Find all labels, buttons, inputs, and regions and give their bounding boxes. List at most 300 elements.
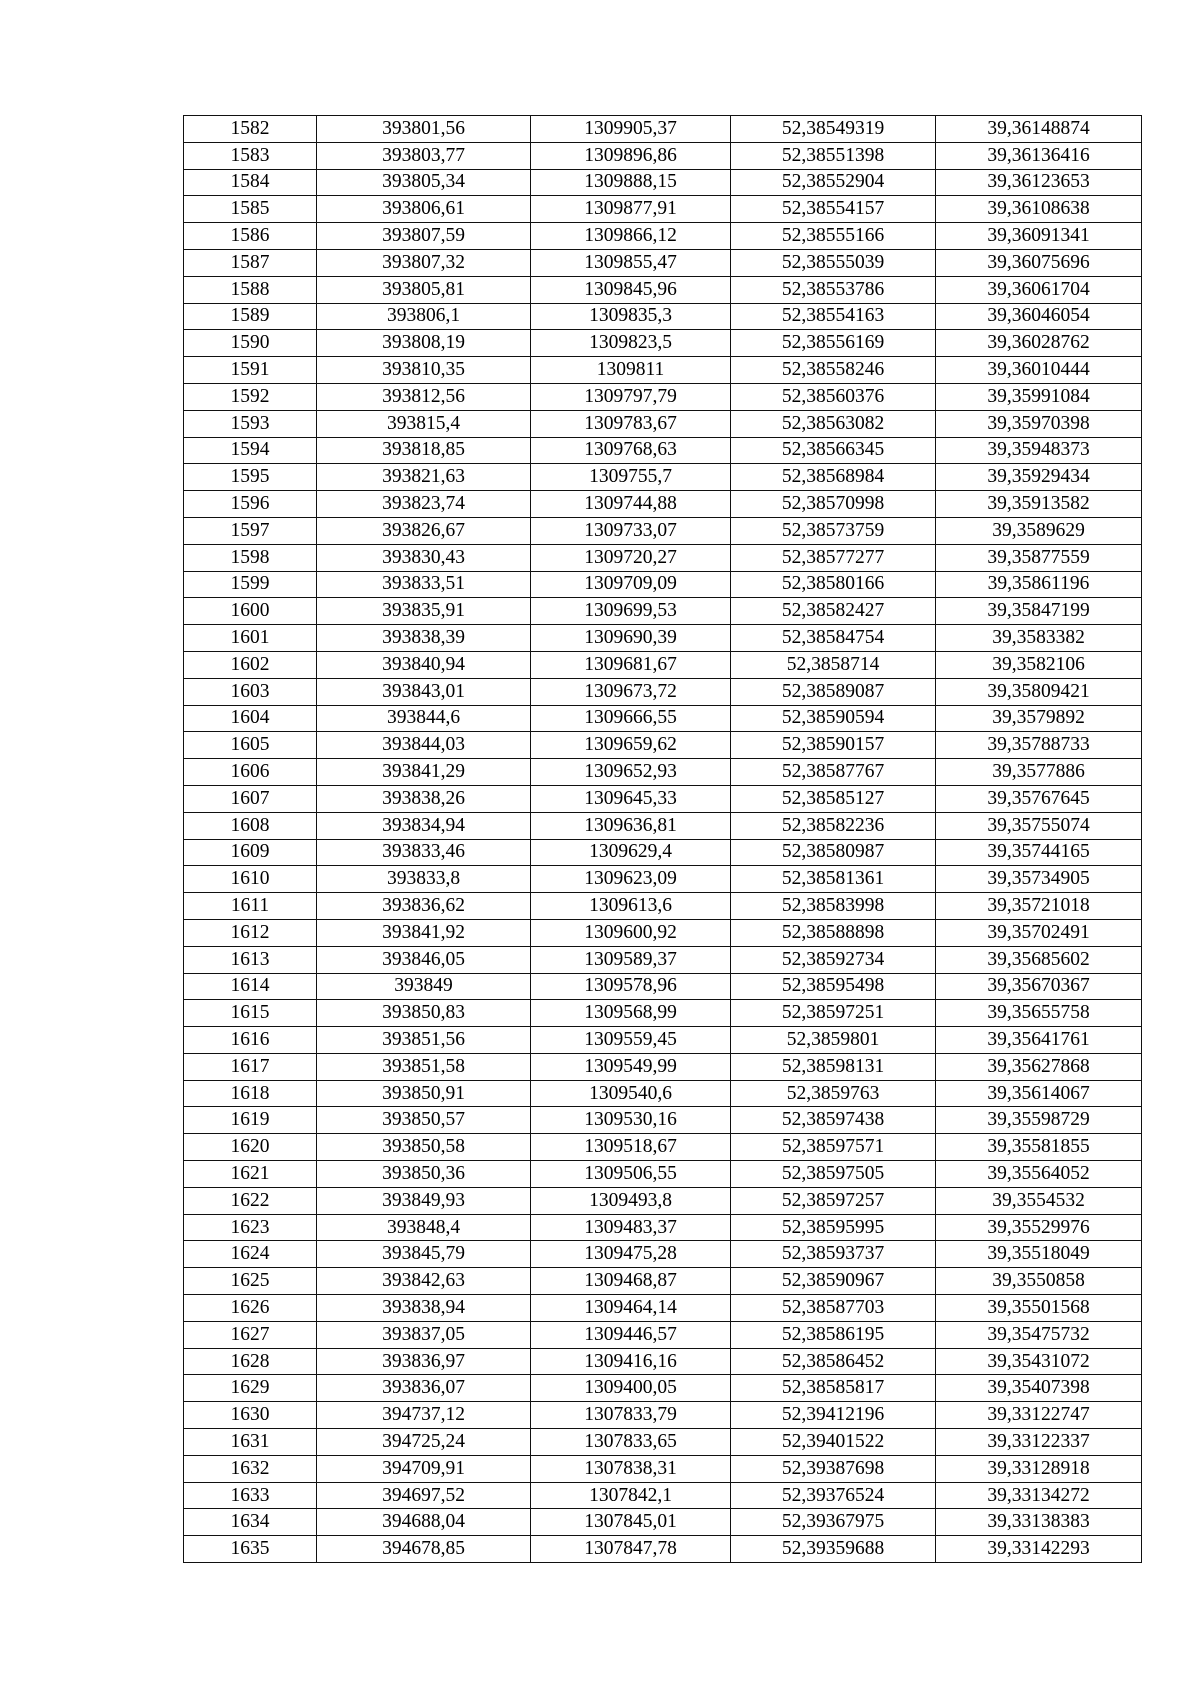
y-coordinate-cell: 1307842,1 xyxy=(531,1482,731,1509)
table-row xyxy=(184,1107,1142,1134)
x-coordinate-cell: 393834,94 xyxy=(317,812,531,839)
x-coordinate-cell: 393843,01 xyxy=(317,678,531,705)
table-row xyxy=(184,196,1142,223)
longitude-cell: 39,35702491 xyxy=(936,919,1142,946)
point-number-cell: 1598 xyxy=(184,544,317,571)
longitude-cell: 39,35431072 xyxy=(936,1348,1142,1375)
longitude-cell: 39,35685602 xyxy=(936,946,1142,973)
latitude-cell: 52,39401522 xyxy=(731,1429,936,1456)
point-number-cell: 1626 xyxy=(184,1295,317,1322)
y-coordinate-cell: 1307833,65 xyxy=(531,1429,731,1456)
point-number-cell: 1621 xyxy=(184,1161,317,1188)
table-row xyxy=(184,1134,1142,1161)
latitude-cell: 52,38597505 xyxy=(731,1161,936,1188)
table-row xyxy=(184,893,1142,920)
latitude-cell: 52,39387698 xyxy=(731,1455,936,1482)
longitude-cell: 39,35767645 xyxy=(936,785,1142,812)
table-row xyxy=(184,785,1142,812)
table-row xyxy=(184,839,1142,866)
x-coordinate-cell: 393803,77 xyxy=(317,142,531,169)
point-number-cell: 1619 xyxy=(184,1107,317,1134)
y-coordinate-cell: 1309720,27 xyxy=(531,544,731,571)
point-number-cell: 1606 xyxy=(184,759,317,786)
x-coordinate-cell: 393807,59 xyxy=(317,223,531,250)
x-coordinate-cell: 393838,94 xyxy=(317,1295,531,1322)
point-number-cell: 1592 xyxy=(184,383,317,410)
x-coordinate-cell: 393838,39 xyxy=(317,625,531,652)
longitude-cell: 39,35475732 xyxy=(936,1321,1142,1348)
point-number-cell: 1617 xyxy=(184,1053,317,1080)
latitude-cell: 52,38554163 xyxy=(731,303,936,330)
latitude-cell: 52,38587703 xyxy=(731,1295,936,1322)
longitude-cell: 39,35598729 xyxy=(936,1107,1142,1134)
longitude-cell: 39,35991084 xyxy=(936,383,1142,410)
x-coordinate-cell: 393845,79 xyxy=(317,1241,531,1268)
y-coordinate-cell: 1309845,96 xyxy=(531,276,731,303)
latitude-cell: 52,38597257 xyxy=(731,1187,936,1214)
y-coordinate-cell: 1309733,07 xyxy=(531,517,731,544)
table-row xyxy=(184,1187,1142,1214)
longitude-cell: 39,36028762 xyxy=(936,330,1142,357)
x-coordinate-cell: 393840,94 xyxy=(317,651,531,678)
y-coordinate-cell: 1309866,12 xyxy=(531,223,731,250)
y-coordinate-cell: 1309446,57 xyxy=(531,1321,731,1348)
y-coordinate-cell: 1309589,37 xyxy=(531,946,731,973)
point-number-cell: 1631 xyxy=(184,1429,317,1456)
point-number-cell: 1597 xyxy=(184,517,317,544)
table-row xyxy=(184,1375,1142,1402)
y-coordinate-cell: 1309681,67 xyxy=(531,651,731,678)
latitude-cell: 52,38592734 xyxy=(731,946,936,973)
point-number-cell: 1611 xyxy=(184,893,317,920)
point-number-cell: 1582 xyxy=(184,116,317,143)
latitude-cell: 52,39359688 xyxy=(731,1536,936,1563)
y-coordinate-cell: 1309400,05 xyxy=(531,1375,731,1402)
table-row xyxy=(184,1402,1142,1429)
y-coordinate-cell: 1309659,62 xyxy=(531,732,731,759)
point-number-cell: 1614 xyxy=(184,973,317,1000)
longitude-cell: 39,3579892 xyxy=(936,705,1142,732)
table-row xyxy=(184,598,1142,625)
x-coordinate-cell: 393833,46 xyxy=(317,839,531,866)
longitude-cell: 39,35518049 xyxy=(936,1241,1142,1268)
latitude-cell: 52,38586195 xyxy=(731,1321,936,1348)
point-number-cell: 1620 xyxy=(184,1134,317,1161)
y-coordinate-cell: 1309855,47 xyxy=(531,249,731,276)
latitude-cell: 52,38563082 xyxy=(731,410,936,437)
table-row xyxy=(184,1053,1142,1080)
longitude-cell: 39,35721018 xyxy=(936,893,1142,920)
latitude-cell: 52,38590967 xyxy=(731,1268,936,1295)
point-number-cell: 1601 xyxy=(184,625,317,652)
point-number-cell: 1610 xyxy=(184,866,317,893)
table-row xyxy=(184,1214,1142,1241)
x-coordinate-cell: 393849,93 xyxy=(317,1187,531,1214)
latitude-cell: 52,38568984 xyxy=(731,464,936,491)
point-number-cell: 1609 xyxy=(184,839,317,866)
x-coordinate-cell: 393841,29 xyxy=(317,759,531,786)
table-row xyxy=(184,464,1142,491)
latitude-cell: 52,38595995 xyxy=(731,1214,936,1241)
point-number-cell: 1602 xyxy=(184,651,317,678)
latitude-cell: 52,38556169 xyxy=(731,330,936,357)
y-coordinate-cell: 1309629,4 xyxy=(531,839,731,866)
point-number-cell: 1586 xyxy=(184,223,317,250)
y-coordinate-cell: 1309888,15 xyxy=(531,169,731,196)
x-coordinate-cell: 394737,12 xyxy=(317,1402,531,1429)
longitude-cell: 39,3583382 xyxy=(936,625,1142,652)
y-coordinate-cell: 1309530,16 xyxy=(531,1107,731,1134)
longitude-cell: 39,35809421 xyxy=(936,678,1142,705)
y-coordinate-cell: 1309549,99 xyxy=(531,1053,731,1080)
longitude-cell: 39,35614067 xyxy=(936,1080,1142,1107)
y-coordinate-cell: 1309636,81 xyxy=(531,812,731,839)
table-row xyxy=(184,571,1142,598)
y-coordinate-cell: 1309811 xyxy=(531,357,731,384)
point-number-cell: 1618 xyxy=(184,1080,317,1107)
x-coordinate-cell: 393849 xyxy=(317,973,531,1000)
y-coordinate-cell: 1309483,37 xyxy=(531,1214,731,1241)
x-coordinate-cell: 393823,74 xyxy=(317,491,531,518)
point-number-cell: 1613 xyxy=(184,946,317,973)
point-number-cell: 1588 xyxy=(184,276,317,303)
table-row xyxy=(184,1268,1142,1295)
y-coordinate-cell: 1309623,09 xyxy=(531,866,731,893)
point-number-cell: 1604 xyxy=(184,705,317,732)
point-number-cell: 1612 xyxy=(184,919,317,946)
x-coordinate-cell: 393851,58 xyxy=(317,1053,531,1080)
y-coordinate-cell: 1309613,6 xyxy=(531,893,731,920)
latitude-cell: 52,38598131 xyxy=(731,1053,936,1080)
point-number-cell: 1634 xyxy=(184,1509,317,1536)
point-number-cell: 1607 xyxy=(184,785,317,812)
longitude-cell: 39,35627868 xyxy=(936,1053,1142,1080)
point-number-cell: 1628 xyxy=(184,1348,317,1375)
point-number-cell: 1587 xyxy=(184,249,317,276)
table-row xyxy=(184,625,1142,652)
y-coordinate-cell: 1309518,67 xyxy=(531,1134,731,1161)
x-coordinate-cell: 394725,24 xyxy=(317,1429,531,1456)
point-number-cell: 1599 xyxy=(184,571,317,598)
latitude-cell: 52,38566345 xyxy=(731,437,936,464)
longitude-cell: 39,3577886 xyxy=(936,759,1142,786)
latitude-cell: 52,38597438 xyxy=(731,1107,936,1134)
table-row xyxy=(184,491,1142,518)
point-number-cell: 1595 xyxy=(184,464,317,491)
x-coordinate-cell: 394709,91 xyxy=(317,1455,531,1482)
table-row xyxy=(184,437,1142,464)
x-coordinate-cell: 393844,6 xyxy=(317,705,531,732)
y-coordinate-cell: 1309645,33 xyxy=(531,785,731,812)
latitude-cell: 52,39367975 xyxy=(731,1509,936,1536)
x-coordinate-cell: 393806,61 xyxy=(317,196,531,223)
y-coordinate-cell: 1309755,7 xyxy=(531,464,731,491)
x-coordinate-cell: 393836,07 xyxy=(317,1375,531,1402)
table-row xyxy=(184,116,1142,143)
table-row xyxy=(184,651,1142,678)
y-coordinate-cell: 1309416,16 xyxy=(531,1348,731,1375)
table-row xyxy=(184,866,1142,893)
latitude-cell: 52,38597251 xyxy=(731,1000,936,1027)
x-coordinate-cell: 394678,85 xyxy=(317,1536,531,1563)
x-coordinate-cell: 393850,36 xyxy=(317,1161,531,1188)
latitude-cell: 52,39376524 xyxy=(731,1482,936,1509)
x-coordinate-cell: 393821,63 xyxy=(317,464,531,491)
y-coordinate-cell: 1309699,53 xyxy=(531,598,731,625)
x-coordinate-cell: 393830,43 xyxy=(317,544,531,571)
latitude-cell: 52,38585817 xyxy=(731,1375,936,1402)
longitude-cell: 39,33128918 xyxy=(936,1455,1142,1482)
x-coordinate-cell: 393833,8 xyxy=(317,866,531,893)
y-coordinate-cell: 1309493,8 xyxy=(531,1187,731,1214)
longitude-cell: 39,36046054 xyxy=(936,303,1142,330)
x-coordinate-cell: 393850,83 xyxy=(317,1000,531,1027)
latitude-cell: 52,38588898 xyxy=(731,919,936,946)
y-coordinate-cell: 1307845,01 xyxy=(531,1509,731,1536)
y-coordinate-cell: 1307838,31 xyxy=(531,1455,731,1482)
latitude-cell: 52,39412196 xyxy=(731,1402,936,1429)
y-coordinate-cell: 1309877,91 xyxy=(531,196,731,223)
table-row xyxy=(184,410,1142,437)
latitude-cell: 52,38555166 xyxy=(731,223,936,250)
y-coordinate-cell: 1309690,39 xyxy=(531,625,731,652)
latitude-cell: 52,38551398 xyxy=(731,142,936,169)
y-coordinate-cell: 1309905,37 xyxy=(531,116,731,143)
table-row xyxy=(184,142,1142,169)
point-number-cell: 1622 xyxy=(184,1187,317,1214)
point-number-cell: 1627 xyxy=(184,1321,317,1348)
latitude-cell: 52,38570998 xyxy=(731,491,936,518)
table-row xyxy=(184,1241,1142,1268)
table-row xyxy=(184,812,1142,839)
y-coordinate-cell: 1309666,55 xyxy=(531,705,731,732)
point-number-cell: 1605 xyxy=(184,732,317,759)
table-row xyxy=(184,276,1142,303)
point-number-cell: 1608 xyxy=(184,812,317,839)
longitude-cell: 39,36075696 xyxy=(936,249,1142,276)
latitude-cell: 52,38587767 xyxy=(731,759,936,786)
latitude-cell: 52,38554157 xyxy=(731,196,936,223)
longitude-cell: 39,35970398 xyxy=(936,410,1142,437)
latitude-cell: 52,38582236 xyxy=(731,812,936,839)
longitude-cell: 39,3554532 xyxy=(936,1187,1142,1214)
longitude-cell: 39,36091341 xyxy=(936,223,1142,250)
x-coordinate-cell: 393850,58 xyxy=(317,1134,531,1161)
table-row xyxy=(184,357,1142,384)
table-row xyxy=(184,1000,1142,1027)
point-number-cell: 1593 xyxy=(184,410,317,437)
y-coordinate-cell: 1309506,55 xyxy=(531,1161,731,1188)
y-coordinate-cell: 1309652,93 xyxy=(531,759,731,786)
point-number-cell: 1583 xyxy=(184,142,317,169)
longitude-cell: 39,35877559 xyxy=(936,544,1142,571)
longitude-cell: 39,33122337 xyxy=(936,1429,1142,1456)
latitude-cell: 52,38580166 xyxy=(731,571,936,598)
x-coordinate-cell: 393818,85 xyxy=(317,437,531,464)
latitude-cell: 52,38595498 xyxy=(731,973,936,1000)
table-row xyxy=(184,249,1142,276)
x-coordinate-cell: 393835,91 xyxy=(317,598,531,625)
longitude-cell: 39,35861196 xyxy=(936,571,1142,598)
latitude-cell: 52,38589087 xyxy=(731,678,936,705)
longitude-cell: 39,3582106 xyxy=(936,651,1142,678)
y-coordinate-cell: 1307847,78 xyxy=(531,1536,731,1563)
longitude-cell: 39,3589629 xyxy=(936,517,1142,544)
point-number-cell: 1624 xyxy=(184,1241,317,1268)
table-row xyxy=(184,973,1142,1000)
x-coordinate-cell: 393833,51 xyxy=(317,571,531,598)
table-row xyxy=(184,1455,1142,1482)
x-coordinate-cell: 393806,1 xyxy=(317,303,531,330)
longitude-cell: 39,36148874 xyxy=(936,116,1142,143)
longitude-cell: 39,33138383 xyxy=(936,1509,1142,1536)
table-row xyxy=(184,946,1142,973)
point-number-cell: 1603 xyxy=(184,678,317,705)
longitude-cell: 39,35948373 xyxy=(936,437,1142,464)
table-row xyxy=(184,1509,1142,1536)
longitude-cell: 39,35847199 xyxy=(936,598,1142,625)
longitude-cell: 39,33134272 xyxy=(936,1482,1142,1509)
x-coordinate-cell: 393842,63 xyxy=(317,1268,531,1295)
table-row xyxy=(184,1348,1142,1375)
table-row xyxy=(184,678,1142,705)
latitude-cell: 52,38577277 xyxy=(731,544,936,571)
point-number-cell: 1629 xyxy=(184,1375,317,1402)
latitude-cell: 52,3859801 xyxy=(731,1027,936,1054)
x-coordinate-cell: 394688,04 xyxy=(317,1509,531,1536)
table-row xyxy=(184,1321,1142,1348)
longitude-cell: 39,35655758 xyxy=(936,1000,1142,1027)
table-row xyxy=(184,919,1142,946)
point-number-cell: 1596 xyxy=(184,491,317,518)
latitude-cell: 52,38586452 xyxy=(731,1348,936,1375)
longitude-cell: 39,35670367 xyxy=(936,973,1142,1000)
latitude-cell: 52,38590594 xyxy=(731,705,936,732)
table-row xyxy=(184,1080,1142,1107)
latitude-cell: 52,38549319 xyxy=(731,116,936,143)
coordinates-table-body xyxy=(184,116,1142,1563)
y-coordinate-cell: 1309823,5 xyxy=(531,330,731,357)
x-coordinate-cell: 393805,81 xyxy=(317,276,531,303)
table-row xyxy=(184,383,1142,410)
x-coordinate-cell: 393801,56 xyxy=(317,116,531,143)
y-coordinate-cell: 1309600,92 xyxy=(531,919,731,946)
y-coordinate-cell: 1309578,96 xyxy=(531,973,731,1000)
point-number-cell: 1594 xyxy=(184,437,317,464)
longitude-cell: 39,35929434 xyxy=(936,464,1142,491)
y-coordinate-cell: 1309768,63 xyxy=(531,437,731,464)
point-number-cell: 1635 xyxy=(184,1536,317,1563)
table-row xyxy=(184,303,1142,330)
point-number-cell: 1632 xyxy=(184,1455,317,1482)
table-row xyxy=(184,1027,1142,1054)
point-number-cell: 1625 xyxy=(184,1268,317,1295)
y-coordinate-cell: 1309709,09 xyxy=(531,571,731,598)
x-coordinate-cell: 393836,62 xyxy=(317,893,531,920)
longitude-cell: 39,35641761 xyxy=(936,1027,1142,1054)
table-row xyxy=(184,517,1142,544)
latitude-cell: 52,38573759 xyxy=(731,517,936,544)
longitude-cell: 39,36123653 xyxy=(936,169,1142,196)
table-row xyxy=(184,223,1142,250)
point-number-cell: 1589 xyxy=(184,303,317,330)
latitude-cell: 52,38555039 xyxy=(731,249,936,276)
y-coordinate-cell: 1309783,67 xyxy=(531,410,731,437)
longitude-cell: 39,35744165 xyxy=(936,839,1142,866)
longitude-cell: 39,33122747 xyxy=(936,1402,1142,1429)
x-coordinate-cell: 393838,26 xyxy=(317,785,531,812)
y-coordinate-cell: 1309673,72 xyxy=(531,678,731,705)
y-coordinate-cell: 1309559,45 xyxy=(531,1027,731,1054)
table-row xyxy=(184,1482,1142,1509)
x-coordinate-cell: 393810,35 xyxy=(317,357,531,384)
point-number-cell: 1600 xyxy=(184,598,317,625)
coordinates-table xyxy=(183,115,1142,1563)
x-coordinate-cell: 393844,03 xyxy=(317,732,531,759)
y-coordinate-cell: 1309540,6 xyxy=(531,1080,731,1107)
longitude-cell: 39,3550858 xyxy=(936,1268,1142,1295)
longitude-cell: 39,35407398 xyxy=(936,1375,1142,1402)
point-number-cell: 1615 xyxy=(184,1000,317,1027)
longitude-cell: 39,36061704 xyxy=(936,276,1142,303)
y-coordinate-cell: 1309797,79 xyxy=(531,383,731,410)
x-coordinate-cell: 393850,57 xyxy=(317,1107,531,1134)
y-coordinate-cell: 1309464,14 xyxy=(531,1295,731,1322)
point-number-cell: 1630 xyxy=(184,1402,317,1429)
table-row xyxy=(184,330,1142,357)
latitude-cell: 52,38560376 xyxy=(731,383,936,410)
x-coordinate-cell: 393841,92 xyxy=(317,919,531,946)
y-coordinate-cell: 1307833,79 xyxy=(531,1402,731,1429)
longitude-cell: 39,35501568 xyxy=(936,1295,1142,1322)
y-coordinate-cell: 1309568,99 xyxy=(531,1000,731,1027)
x-coordinate-cell: 393848,4 xyxy=(317,1214,531,1241)
x-coordinate-cell: 393805,34 xyxy=(317,169,531,196)
table-row xyxy=(184,1295,1142,1322)
y-coordinate-cell: 1309475,28 xyxy=(531,1241,731,1268)
table-row xyxy=(184,759,1142,786)
latitude-cell: 52,38558246 xyxy=(731,357,936,384)
longitude-cell: 39,35913582 xyxy=(936,491,1142,518)
point-number-cell: 1584 xyxy=(184,169,317,196)
x-coordinate-cell: 393846,05 xyxy=(317,946,531,973)
longitude-cell: 39,36108638 xyxy=(936,196,1142,223)
x-coordinate-cell: 393837,05 xyxy=(317,1321,531,1348)
latitude-cell: 52,38583998 xyxy=(731,893,936,920)
y-coordinate-cell: 1309744,88 xyxy=(531,491,731,518)
table-row xyxy=(184,705,1142,732)
longitude-cell: 39,35755074 xyxy=(936,812,1142,839)
x-coordinate-cell: 393815,4 xyxy=(317,410,531,437)
latitude-cell: 52,38585127 xyxy=(731,785,936,812)
y-coordinate-cell: 1309468,87 xyxy=(531,1268,731,1295)
table-row xyxy=(184,1429,1142,1456)
latitude-cell: 52,38582427 xyxy=(731,598,936,625)
x-coordinate-cell: 393836,97 xyxy=(317,1348,531,1375)
longitude-cell: 39,35529976 xyxy=(936,1214,1142,1241)
table-row xyxy=(184,544,1142,571)
x-coordinate-cell: 393850,91 xyxy=(317,1080,531,1107)
x-coordinate-cell: 393851,56 xyxy=(317,1027,531,1054)
x-coordinate-cell: 393807,32 xyxy=(317,249,531,276)
latitude-cell: 52,38552904 xyxy=(731,169,936,196)
point-number-cell: 1616 xyxy=(184,1027,317,1054)
point-number-cell: 1623 xyxy=(184,1214,317,1241)
x-coordinate-cell: 393826,67 xyxy=(317,517,531,544)
latitude-cell: 52,3859763 xyxy=(731,1080,936,1107)
longitude-cell: 39,35564052 xyxy=(936,1161,1142,1188)
longitude-cell: 39,35734905 xyxy=(936,866,1142,893)
